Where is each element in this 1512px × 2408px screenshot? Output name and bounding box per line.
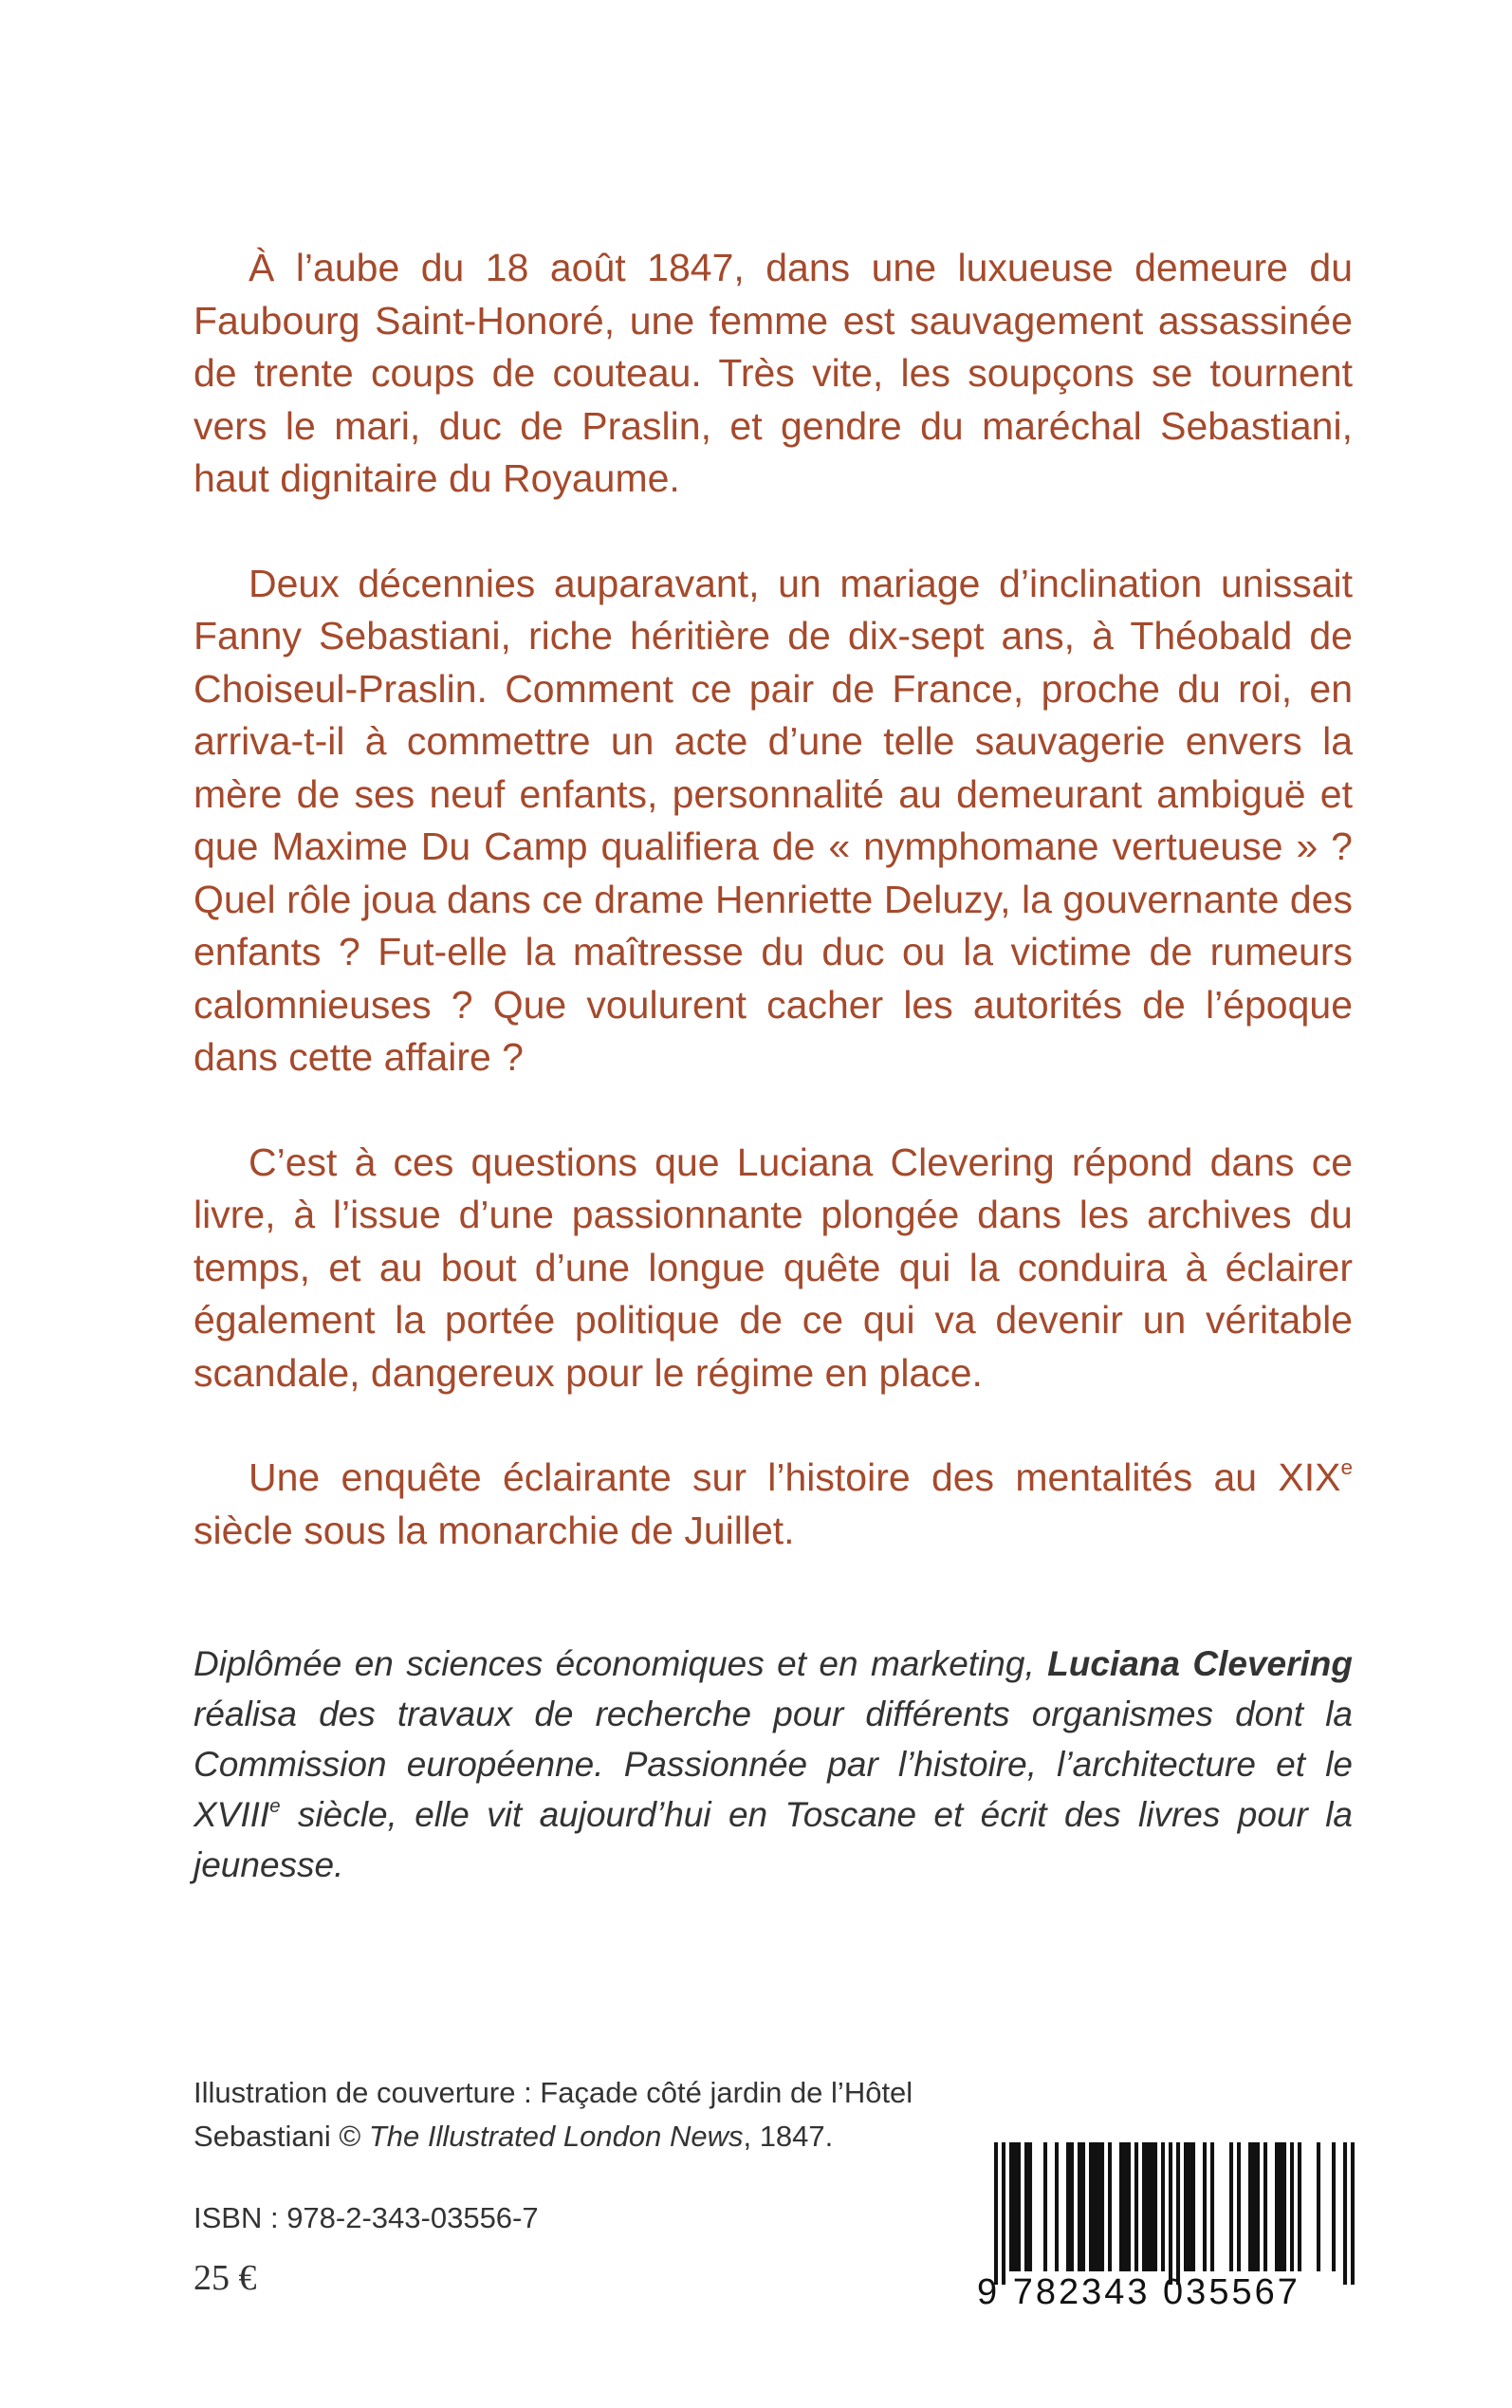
barcode-bar xyxy=(1191,2142,1195,2271)
barcode-bar xyxy=(1055,2142,1059,2271)
barcode-bar xyxy=(1237,2142,1241,2271)
barcode-bar xyxy=(1343,2142,1347,2285)
barcode-bar xyxy=(1229,2142,1233,2271)
bio-superscript: e xyxy=(269,1795,281,1817)
barcode-bar xyxy=(994,2142,998,2285)
blurb-paragraph-4 xyxy=(194,1452,1353,1557)
barcode-bar xyxy=(1009,2142,1013,2271)
barcode-bar xyxy=(1070,2142,1074,2271)
barcode-bar xyxy=(1146,2142,1150,2271)
credit-line-2 xyxy=(194,2115,952,2158)
author-name: Luciana Clevering xyxy=(1047,1644,1353,1683)
bio-lead: Diplômée en sciences économiques et en marketing, xyxy=(194,1644,1048,1683)
barcode xyxy=(994,2142,1355,2285)
barcode-bar xyxy=(1078,2142,1081,2271)
barcode-bar xyxy=(1028,2142,1032,2271)
barcode-bar xyxy=(1184,2142,1188,2271)
barcode-bar xyxy=(1093,2142,1097,2271)
illustration-credit xyxy=(194,2071,952,2158)
blurb xyxy=(194,242,1353,1557)
barcode-bar xyxy=(1002,2142,1005,2285)
barcode-bar xyxy=(1210,2142,1214,2271)
credit-line-2-tail: , 1847. xyxy=(743,2120,834,2153)
blurb-paragraph-1: À l’aube du 18 août 1847, dans une luxueuse demeure du Faubourg Saint-Honoré, une femme est sauvagement assassinée de trente coups de couteau. Très vite, les soupçons se tournent vers le mari, duc de Praslin, et gendre du maréchal Sebastiani, haut dignitaire du Royaume. xyxy=(194,246,1353,500)
barcode-bar xyxy=(1043,2142,1047,2271)
barcode-bar xyxy=(1013,2142,1017,2271)
price: 25 € xyxy=(194,2258,257,2298)
barcode-bar xyxy=(1169,2142,1172,2285)
barcode-bar xyxy=(1142,2142,1146,2271)
bio-mid: réalisa des travaux de recherche pour différents organismes dont la Commission européenne. Passionnée par l’histoire, l’architecture et le XVIII xyxy=(194,1695,1353,1834)
barcode-bar xyxy=(1134,2142,1138,2271)
barcode-bar xyxy=(1282,2142,1286,2271)
bio-tail: siècle, elle vit aujourd’hui en Toscane et écrit des livres pour la jeunesse. xyxy=(194,1795,1353,1884)
barcode-bar xyxy=(1256,2142,1260,2271)
blurb-p4-tail: siècle sous la monarchie de Juillet. xyxy=(194,1508,795,1552)
barcode-bar xyxy=(1127,2142,1131,2271)
barcode-bar xyxy=(1017,2142,1021,2271)
barcode-bar xyxy=(1161,2142,1165,2271)
barcode-bar xyxy=(1081,2142,1085,2271)
isbn: ISBN : 978-2-343-03556-7 xyxy=(194,2201,539,2234)
credit-source: The Illustrated London News xyxy=(368,2120,744,2153)
barcode-digits: 9 782343 035567 xyxy=(977,2272,1300,2312)
barcode-bar xyxy=(1203,2142,1207,2271)
barcode-bar xyxy=(1188,2142,1191,2271)
barcode-bar xyxy=(1153,2142,1157,2271)
barcode-bar xyxy=(1150,2142,1153,2271)
credit-line-2-text: Sebastiani © xyxy=(194,2120,369,2153)
credit-line-1: Illustration de couverture : Façade côté jardin de l’Hôtel xyxy=(194,2076,913,2109)
barcode-bar xyxy=(1275,2142,1279,2271)
barcode-bar xyxy=(1290,2142,1294,2271)
barcode-bar xyxy=(1351,2142,1355,2285)
barcode-bar xyxy=(1332,2142,1336,2271)
barcode-bar xyxy=(1248,2142,1252,2271)
blurb-paragraph-3: C’est à ces questions que Luciana Clevering répond dans ce livre, à l’issue d’une passionnante plongée dans les archives du temps, et au bout d’une longue quête qui la conduira à éclairer également la portée politique de ce qui va devenir un véritable scandale, dangereux pour le régime en place. xyxy=(194,1139,1353,1395)
blurb-paragraph-2: Deux décennies auparavant, un mariage d’inclination unissait Fanny Sebastiani, riche héritière de dix-sept ans, à Théobald de Choiseul-Praslin. Comment ce pair de France, proche du roi, en arriva-t-il à commettre un acte d’une telle sauvagerie envers la mère de ses neuf enfants, personnalité au demeurant ambiguë et que Maxime Du Camp qualifiera de « nymphomane vertueuse » ? Quel rôle joua dans ce drame Henriette Deluzy, la gouvernante des enfants ? Fut-elle la maîtresse du duc ou la victime de rumeurs calomnieuses ? Que voulurent cacher les autorités de l’époque dans cette affaire ? xyxy=(194,561,1353,1079)
barcode-bar xyxy=(1263,2142,1267,2271)
barcode-bar xyxy=(1108,2142,1112,2271)
blurb-p4-text: Une enquête éclairante sur l’histoire des mentalités au XIX xyxy=(249,1455,1341,1499)
barcode-bar xyxy=(1097,2142,1100,2271)
author-bio xyxy=(194,1639,1353,1890)
barcode-bar xyxy=(1279,2142,1282,2271)
barcode-bar xyxy=(1100,2142,1104,2271)
blurb-p4-superscript: e xyxy=(1340,1455,1353,1480)
barcode-bar xyxy=(1089,2142,1093,2271)
barcode-bar xyxy=(1176,2142,1180,2285)
barcode-bar xyxy=(1119,2142,1123,2271)
barcode-bar xyxy=(1123,2142,1127,2271)
barcode-bar xyxy=(1317,2142,1320,2271)
barcode-bar xyxy=(1298,2142,1301,2271)
barcode-bar xyxy=(1066,2142,1070,2271)
barcode-bar xyxy=(1024,2142,1028,2271)
barcode-bar xyxy=(1252,2142,1256,2271)
